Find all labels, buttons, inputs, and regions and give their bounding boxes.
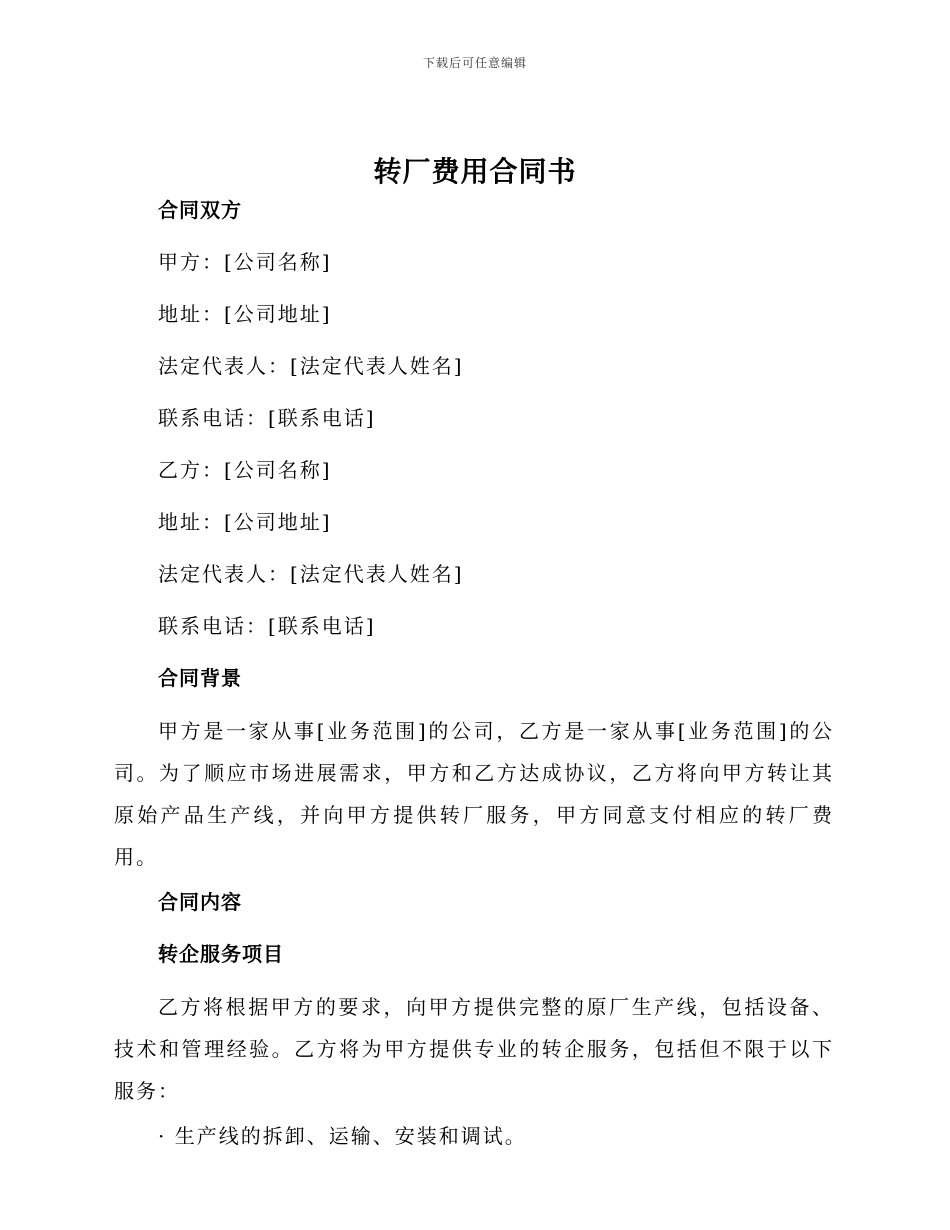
header-note: 下载后可任意编辑 (422, 56, 527, 70)
party-b-name: 乙方：[公司名称] (158, 458, 332, 482)
section-heading-background: 合同背景 (158, 666, 242, 690)
document-body (114, 196, 834, 1174)
section-heading-services: 转企服务项目 (158, 942, 284, 966)
services-paragraph: 乙方将根据甲方的要求，向甲方提供完整的原厂生产线，包括设备、技术和管理经验。乙方将为甲方提供专业的转企服务，包括但不限于以下服务： (114, 995, 834, 1103)
services-bullet-item: · 生产线的拆卸、运输、安装和调试。 (158, 1124, 527, 1148)
party-b-representative: 法定代表人：[法定代表人姓名] (158, 562, 464, 586)
party-a-phone: 联系电话：[联系电话] (158, 406, 376, 430)
party-a-address: 地址：[公司地址] (158, 302, 332, 326)
party-a-name: 甲方：[公司名称] (158, 250, 332, 274)
document-title: 转厂费用合同书 (373, 155, 577, 188)
background-paragraph: 甲方是一家从事[业务范围]的公司，乙方是一家从事[业务范围]的公司。为了顺应市场进展需求，甲方和乙方达成协议，乙方将向甲方转让其原始产品生产线，并向甲方提供转厂服务，甲方同意支付相应的转厂费用。 (114, 719, 834, 869)
section-heading-content: 合同内容 (158, 890, 242, 914)
party-b-address: 地址：[公司地址] (158, 510, 332, 534)
party-a-representative: 法定代表人：[法定代表人姓名] (158, 354, 464, 378)
party-b-phone: 联系电话：[联系电话] (158, 614, 376, 638)
section-heading-parties: 合同双方 (158, 198, 242, 222)
